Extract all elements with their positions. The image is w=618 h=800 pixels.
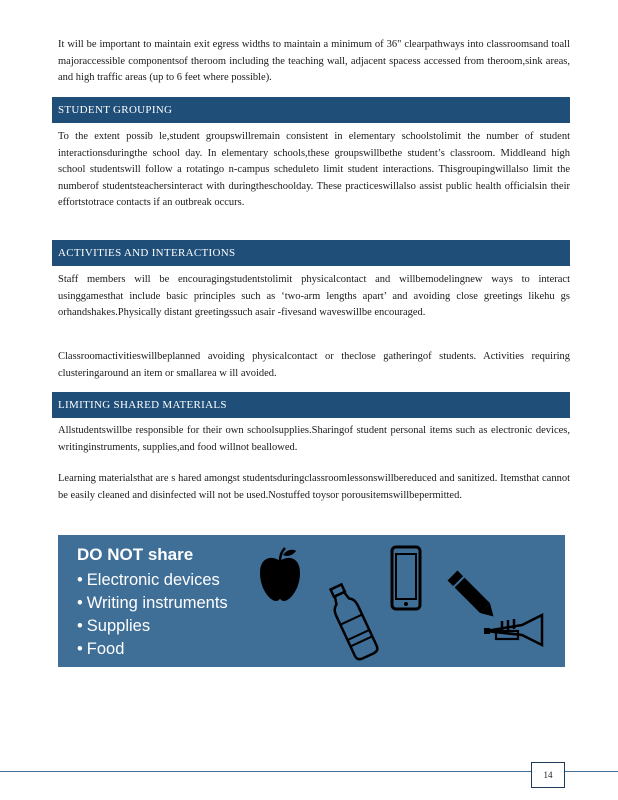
- apple-icon: [256, 547, 304, 603]
- do-not-share-infographic: [58, 535, 565, 667]
- student-grouping-paragraph: To the extent possib le,student groupswillremain consistent in elementary schoolstolimit the number of student interactionsduringthe school day. In elementary schools,these groupswillbethe student’s classroom. Middleand high school studentswill follow a rotatingo n-campus scheduleto limit student interactions. Thisgroupingwillalso limit the numberof studentsteachersinteract with duringtheschoolday. These practiceswillalso assist public health officialsin their effortstotrace contacts if an outbreak occurs.: [58, 131, 570, 208]
- shared-materials-paragraph-2: Learning materialsthat are s hared amongst studentsduringclassroomlessonswillbereduced and sanitized. Itemsthat cannot be easily cleaned and disinfected will not be used.Nostuffed toysor porousitemswillbepermitted.: [58, 473, 570, 501]
- section-heading-limiting-shared-materials: LIMITING SHARED MATERIALS: [52, 392, 570, 418]
- infographic-item: • Writing instruments: [77, 592, 228, 615]
- trumpet-icon: [482, 611, 548, 651]
- footer-rule: [0, 771, 618, 772]
- infographic-item: • Electronic devices: [77, 569, 228, 592]
- shared-materials-paragraph-1: Allstudentswillbe responsible for their own schoolsupplies.Sharingof student personal items such as electronic devices, writinginstruments, supplies,and food willnot beallowed.: [58, 425, 570, 453]
- infographic-item: • Supplies: [77, 615, 228, 638]
- intro-paragraph: It will be important to maintain exit egress widths to maintain a minimum of 36" clearpathways into classroomsand toall majoraccessible componentsof theroom including the teaching wall, adjacent spacess accessed from theroom,sink areas, and high traffic areas (up to 6 feet where possible).: [58, 39, 570, 83]
- infographic-title: DO NOT share: [77, 545, 194, 564]
- activities-paragraph-1: Staff members will be encouragingstudentstolimit physicalcontact and willbemodelingnew ways to interact usinggamesthat include basic principles such as ‘two-arm lengths apart’ and avoiding close greetings likehu gs orhandshakes.Physically distant greetingssuch asair -fivesand waveswillbe encouraged.: [58, 274, 570, 318]
- water-bottle-icon: [326, 581, 380, 661]
- page-number: 14: [531, 762, 565, 788]
- smartphone-icon: [390, 545, 422, 611]
- section-heading-student-grouping: STUDENT GROUPING: [52, 97, 570, 123]
- activities-paragraph-2: Classroomactivitieswillbeplanned avoiding physicalcontact or theclose gatheringof students. Activities requiring clusteringaround an item or smallarea w ill avoided.: [58, 351, 570, 379]
- section-heading-activities: ACTIVITIES AND INTERACTIONS: [52, 240, 570, 266]
- infographic-list: [77, 569, 228, 661]
- infographic-item: • Food: [77, 638, 228, 661]
